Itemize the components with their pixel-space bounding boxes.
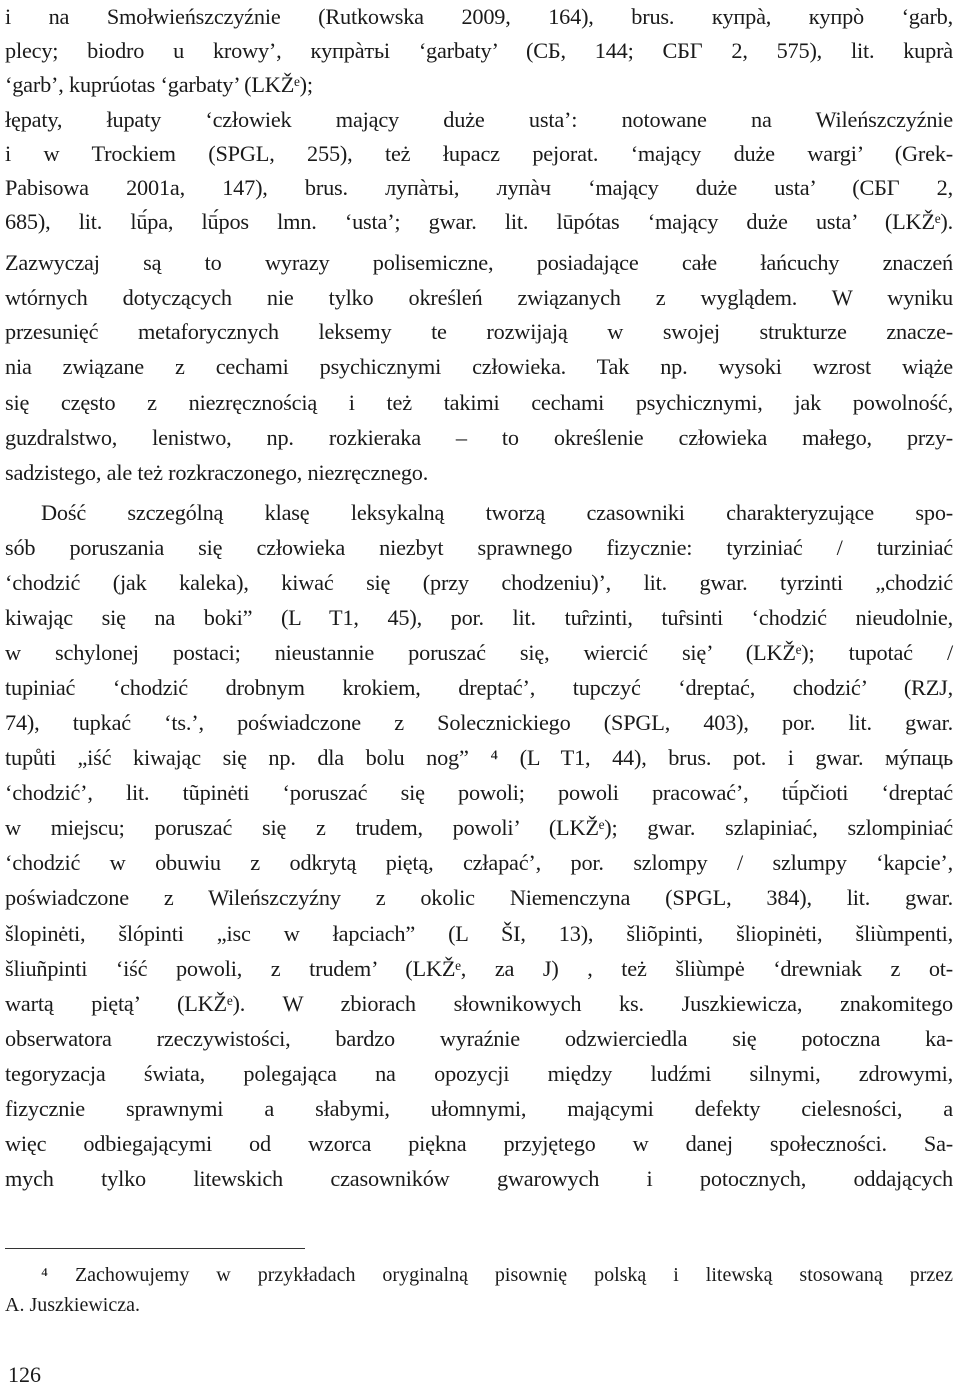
text-line: się często z niezręcznością i też takimi cechami psychicznymi, jak powolność, (5, 390, 953, 415)
text-line: fizycznie sprawnymi a słabymi, ułomnymi, mającymi defekty cielesności, a (5, 1096, 953, 1121)
footnote-line: A. Juszkiewicza. (5, 1294, 140, 1316)
text-line: łępaty, łupaty ‘człowiek mający duże usta’: notowane na Wileńszczyźnie (5, 107, 953, 132)
text-line: przesunięć metaforycznych leksemy te rozwijają w swojej strukturze znacze- (5, 319, 953, 344)
text-line: nia związane z cechami psychicznymi człowieka. Tak np. wysoki wzrost wiąże (5, 354, 953, 379)
text-line: 685), lit. lū́pa, lū́pos lmn. ‘usta’; gwar. lit. lūpótas ‘mający duże usta’ (LKŽᵉ). (5, 209, 953, 234)
text-line: wartą piętą’ (LKŽᵉ). W zbiorach słownikowych ks. Juszkiewicza, znakomitego (5, 991, 953, 1016)
text-line: wtórnych dotyczących nie tylko określeń związanych z wyglądem. W wyniku (5, 285, 953, 310)
text-line: i na Smołwieńszczyźnie (Rutkowska 2009, 164), brus. кyпрà, кyпрò ‘garb, (5, 4, 953, 29)
text-line: sób poruszania się człowieka niezbyt sprawnego fizycznie: tyrziniać / turziniać (5, 535, 953, 560)
text-line: poświadczone z Wileńszczyźny z okolic Niemenczyna (SPGL, 384), lit. gwar. (5, 885, 953, 910)
text-line: ‘chodzić w obuwiu z odkrytą piętą, człapać’, por. szlompy / szlumpy ‘kapcie’, (5, 850, 953, 875)
text-line: guzdralstwo, lenistwo, np. rozkieraka – to określenie człowieka małego, przy- (5, 425, 953, 450)
text-line: sadzistego, ale też rozkraczonego, niezręcznego. (5, 460, 429, 485)
text-line: Zazwyczaj są to wyrazy polisemiczne, posiadające całe łańcuchy znaczeń (5, 250, 953, 275)
text-line: šliuñpinti ‘iść powoli, z trudem’ (LKŽᵉ, za J) , też šliùmpė ‘drewniak z ot- (5, 956, 953, 981)
text-line: tupiniać ‘chodzić drobnym krokiem, dreptać’, tupczyć ‘dreptać, chodzić’ (RZJ, (5, 675, 953, 700)
footnote-line: ⁴ Zachowujemy w przykładach oryginalną pisownię polską i litewską stosowaną przez (41, 1264, 953, 1286)
page-number: 126 (8, 1362, 41, 1387)
text-line: 74), tupkać ‘ts.’, poświadczone z Solecznickiego (SPGL, 403), por. lit. gwar. (5, 710, 953, 735)
text-line: Pabisowa 2001a, 147), brus. лyпàтьі, лyпàч ‘mający duże usta’ (СБГ 2, (5, 175, 953, 200)
text-line: tupůti „iść kiwając się np. dla bolu nog” ⁴ (L T1, 44), brus. pot. i gwar. мýпаць (5, 745, 953, 770)
text-line: więc odbiegającymi od wzorca piękna przyjętego w danej społeczności. Sa- (5, 1131, 953, 1156)
text-line: plecy; biodro u krowy’, кyпрàтьі ‘garbaty’ (СБ, 144; СБГ 2, 575), lit. kuprà (5, 38, 953, 63)
text-line: obserwatora rzeczywistości, bardzo wyraźnie odzwierciedla się potoczna ka- (5, 1026, 953, 1051)
text-line: w schylonej postaci; nieustannie poruszać się, wiercić się’ (LKŽᵉ); tupotać / (5, 640, 953, 665)
text-line: ‘chodzić (jak kaleka), kiwać się (przy chodzeniu)’, lit. gwar. tyrzinti „chodzić (5, 570, 953, 595)
text-line: ‘chodzić’, lit. tũpinėti ‘poruszać się powoli; powoli pracować’, tū́pčioti ‘dreptać (5, 780, 953, 805)
text-line: šlopinėti, šlópinti „isc w łapciach” (L ŠI, 13), šliõpinti, šliopinėti, šliùmpenti, (5, 921, 953, 946)
text-line: ‘garb’, kuprúotas ‘garbaty’ (LKŽᵉ); (5, 72, 313, 97)
text-line: i w Trockiem (SPGL, 255), też łupacz pejorat. ‘mający duże wargi’ (Grek- (5, 141, 953, 166)
footnote-separator (5, 1248, 305, 1249)
paragraph-first-line: Dość szczególną klasę leksykalną tworzą czasowniki charakteryzujące spo- (41, 500, 953, 525)
text-line: tegoryzacja świata, polegająca na opozycji między ludźmi silnymi, zdrowymi, (5, 1061, 953, 1086)
text-line: kiwając się na boki” (L T1, 45), por. lit. tuȓzinti, tuȓsinti ‘chodzić nieudolnie, (5, 605, 953, 630)
text-line: w miejscu; poruszać się z trudem, powoli’ (LKŽᵉ); gwar. szlapiniać, szlompiniać (5, 815, 953, 840)
text-line: mych tylko litewskich czasowników gwarowych i potocznych, oddających (5, 1166, 953, 1191)
